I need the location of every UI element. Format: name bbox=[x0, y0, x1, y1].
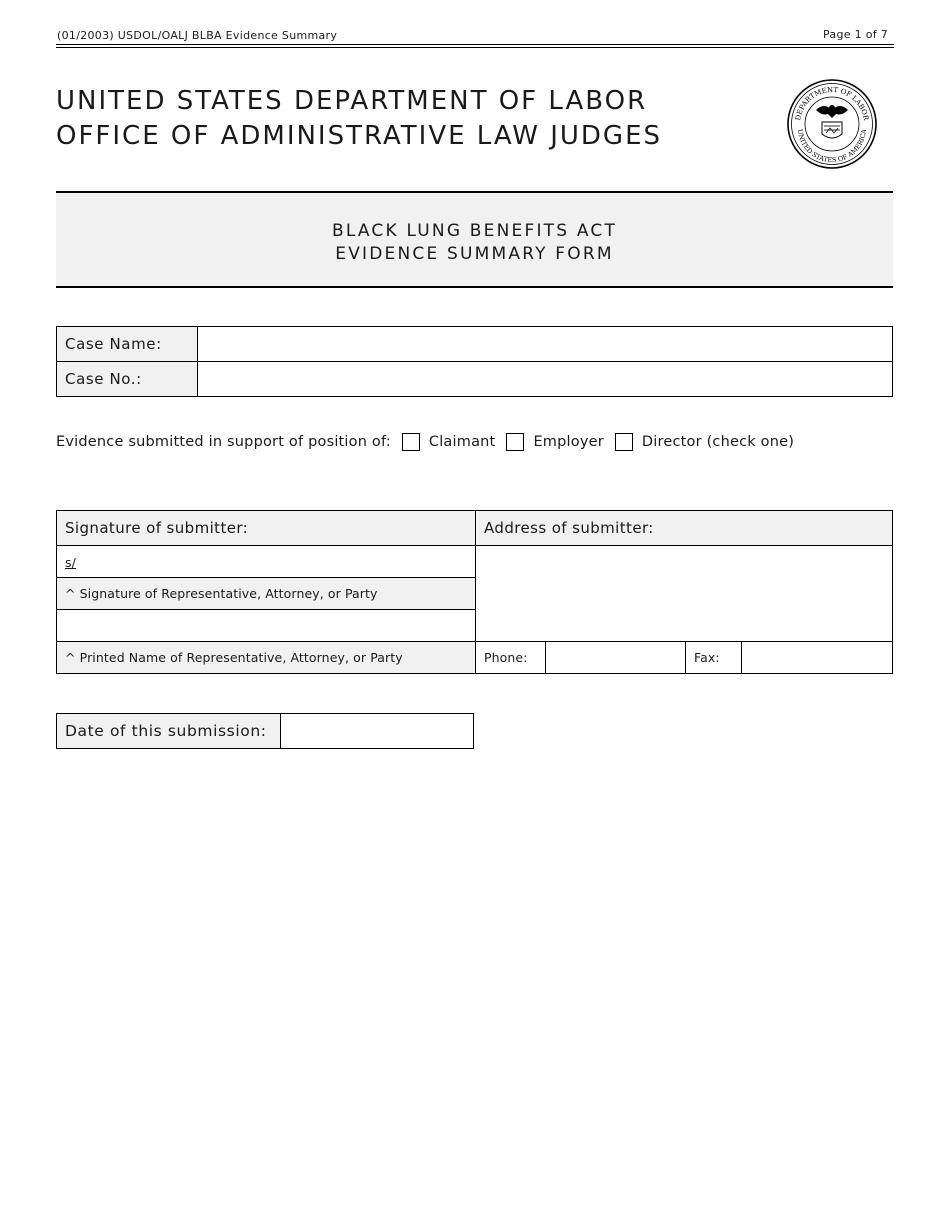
case-info-table bbox=[56, 326, 893, 397]
date-label: Date of this submission: bbox=[57, 714, 281, 749]
form-title-line-1: BLACK LUNG BENEFITS ACT bbox=[331, 221, 618, 241]
page-number: Page 1 of 7 bbox=[822, 28, 888, 41]
signature-field[interactable] bbox=[57, 546, 476, 578]
signature-caption: ^ Signature of Representative, Attorney, or Party bbox=[57, 578, 476, 610]
header-rule-top bbox=[56, 44, 894, 45]
address-header: Address of submitter: bbox=[476, 511, 893, 546]
form-id: (01/2003) USDOL/OALJ BLBA Evidence Summary bbox=[57, 29, 338, 42]
fax-field[interactable] bbox=[742, 642, 893, 674]
case-name-label: Case Name: bbox=[57, 327, 198, 362]
form-title-line-2: EVIDENCE SUMMARY FORM bbox=[335, 244, 614, 264]
printed-name-field[interactable] bbox=[57, 610, 476, 642]
address-field[interactable] bbox=[476, 546, 893, 642]
date-table bbox=[56, 713, 474, 749]
date-field[interactable] bbox=[281, 714, 474, 749]
evidence-prompt: Evidence submitted in support of position of: bbox=[56, 434, 391, 450]
evidence-position-row bbox=[56, 433, 794, 451]
case-number-label: Case No.: bbox=[57, 362, 198, 397]
signature-prefix: s/ bbox=[65, 554, 76, 570]
phone-field[interactable] bbox=[546, 642, 686, 674]
signature-header: Signature of submitter: bbox=[57, 511, 476, 546]
submitter-table bbox=[56, 510, 893, 674]
case-name-field[interactable] bbox=[198, 327, 893, 362]
phone-label: Phone: bbox=[476, 642, 546, 674]
claimant-checkbox[interactable] bbox=[402, 433, 420, 451]
case-number-field[interactable] bbox=[198, 362, 893, 397]
agency-line-1: UNITED STATES DEPARTMENT OF LABOR bbox=[56, 86, 648, 116]
agency-title bbox=[56, 84, 662, 154]
dol-seal-icon bbox=[786, 78, 878, 170]
agency-line-2: OFFICE OF ADMINISTRATIVE LAW JUDGES bbox=[56, 121, 663, 151]
director-checkbox[interactable] bbox=[615, 433, 633, 451]
seal-bottom-text: UNITED STATES OF AMERICA bbox=[795, 128, 869, 165]
claimant-label: Claimant bbox=[428, 434, 496, 450]
director-label: Director (check one) bbox=[641, 434, 795, 450]
form-title-banner bbox=[56, 191, 893, 288]
seal-top-text: DEPARTMENT OF LABOR bbox=[794, 85, 870, 122]
header-rule-bottom bbox=[56, 47, 894, 48]
employer-label: Employer bbox=[533, 434, 604, 450]
employer-checkbox[interactable] bbox=[506, 433, 524, 451]
fax-label: Fax: bbox=[686, 642, 742, 674]
printed-name-caption: ^ Printed Name of Representative, Attorney, or Party bbox=[57, 642, 476, 674]
